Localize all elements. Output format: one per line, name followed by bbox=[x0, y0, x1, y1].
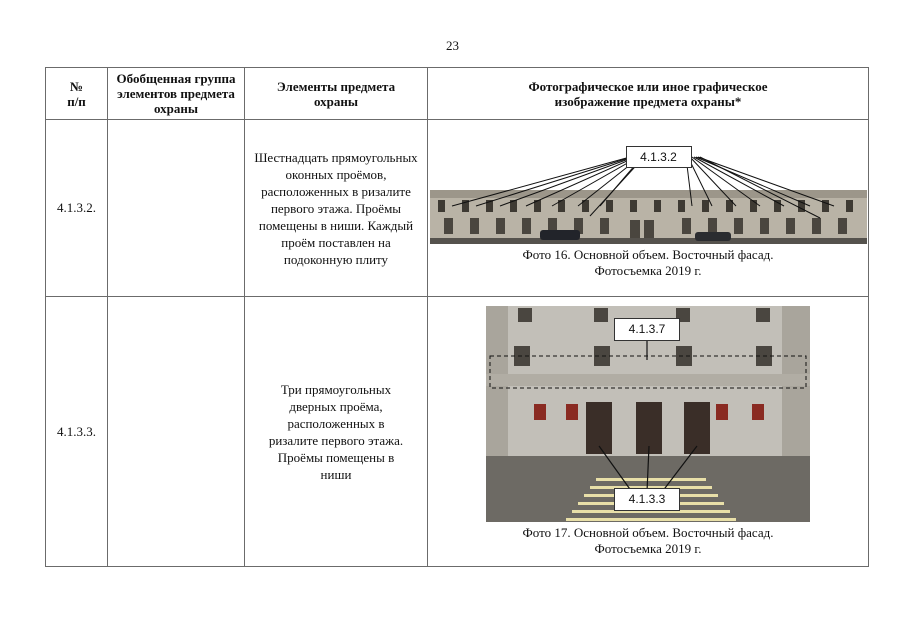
header-num: № п/п bbox=[46, 68, 108, 120]
facade-photo-16 bbox=[430, 138, 867, 244]
photo-caption bbox=[428, 525, 868, 557]
row-photo-cell bbox=[428, 297, 869, 567]
photo-label-4-1-3-3: 4.1.3.3 bbox=[614, 488, 680, 511]
row-elements-text: Три прямоугольных дверных проёма, расположенных в ризалите первого этажа. Проёмы помещены в ниши bbox=[245, 297, 428, 567]
row-elements-text: Шестнадцать прямоугольных оконных проёмов, расположенных в ризалите первого этажа. Проёмы помещены в ниши. Каждый проём поставлен на подоконную плиту bbox=[245, 120, 428, 297]
page-number: 23 bbox=[446, 38, 459, 53]
photo-caption bbox=[428, 247, 868, 279]
row-group bbox=[108, 297, 245, 567]
photo-label-4-1-3-7: 4.1.3.7 bbox=[614, 318, 680, 341]
caption-line-1: Фото 17. Основной объем. Восточный фасад. bbox=[522, 525, 774, 540]
table-row bbox=[46, 120, 869, 297]
caption-line-2: Фотосъемка 2019 г. bbox=[594, 541, 702, 556]
header-group: Обобщенная группа элементов предмета охраны bbox=[108, 68, 245, 120]
photo-label-4-1-3-2: 4.1.3.2 bbox=[626, 146, 692, 168]
row-photo-cell bbox=[428, 120, 869, 297]
protection-elements-table bbox=[45, 67, 869, 567]
caption-line-1: Фото 16. Основной объем. Восточный фасад. bbox=[522, 246, 774, 262]
table-row bbox=[46, 297, 869, 567]
header-elements: Элементы предмета охраны bbox=[245, 68, 428, 120]
row-group bbox=[108, 120, 245, 297]
facade-photo-17 bbox=[486, 306, 810, 522]
table-header-row bbox=[46, 68, 869, 120]
header-image: Фотографическое или иное графическое изображение предмета охраны* bbox=[428, 68, 869, 120]
caption-line-2: Фотосъемка 2019 г. bbox=[594, 262, 702, 278]
row-number: 4.1.3.3. bbox=[46, 297, 108, 567]
row-number: 4.1.3.2. bbox=[46, 120, 108, 297]
